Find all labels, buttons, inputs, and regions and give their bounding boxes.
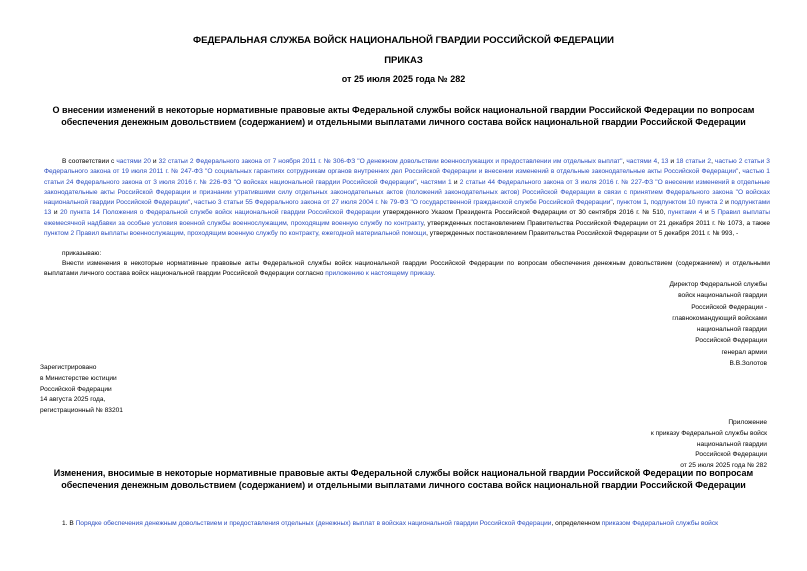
- law-link[interactable]: 13: [661, 158, 669, 165]
- appendix-line: Российской Федерации: [695, 451, 767, 459]
- appendix-block: [567, 418, 767, 472]
- signature-line: национальной гвардии: [696, 326, 767, 334]
- document-date-number: от 25 июля 2025 года № 282: [341, 74, 466, 84]
- law-link[interactable]: подпунктами 13: [44, 199, 770, 217]
- law-link[interactable]: 5 Правил выплаты ежемесячной надбавки за особые условия военной службы военнослужащим, проходящим военную службу по контракту: [44, 209, 770, 227]
- law-link[interactable]: частью 1 статьи 24 Федерального закона от 3 июля 2016 г. № 226-ФЗ "О войсках национальной гвардии Российской Федерации": [44, 168, 770, 186]
- appendix-line: к приказу Федеральной службы войск: [650, 429, 767, 437]
- signature-line: Российской Федерации: [695, 337, 767, 345]
- signature-block: [587, 279, 767, 369]
- preamble-text: , утвержденных постановлением Правительства Российской Федерации от 21 декабря 2011 г. № 1073, а также: [423, 219, 770, 227]
- signature-line: Директор Федеральной службы: [669, 281, 767, 288]
- law-link[interactable]: частью 3 статьи 55 Федерального закона от 27 июля 2004 г. № 79-ФЗ "О государственной гражданской службе Российской Федерации": [194, 199, 613, 207]
- signature-line: генерал армии: [721, 348, 767, 356]
- preamble-text: ,: [416, 178, 421, 186]
- preamble-text: ,: [190, 199, 195, 207]
- law-link[interactable]: пунктами 4: [667, 209, 703, 217]
- preamble-text: и: [668, 158, 677, 165]
- registration-line: Зарегистрировано: [40, 364, 97, 371]
- document-title: О внесении изменений в некоторые нормативные правовые акты Федеральной службы войск национальной гвардии Российской Федерации по вопросам обеспечения денежным довольствием (содержанием) и отдельными выплатами личного состава войск национальной гвардии Российской Федерации: [52, 105, 755, 127]
- registration-block: [40, 363, 240, 417]
- preamble-text: ,: [738, 168, 743, 176]
- preamble-text: ,: [612, 199, 617, 207]
- law-link[interactable]: частями 1: [420, 178, 452, 186]
- preamble-text: , утвержденных постановлением Правительства Российской Федерации от 5 декабря 2011 г. № 993, -: [426, 230, 739, 238]
- preamble-text: В соответствии с: [62, 158, 117, 165]
- law-link[interactable]: частями 4: [626, 158, 658, 165]
- preamble-paragraph: [44, 157, 770, 239]
- document-type: ПРИКАЗ: [384, 55, 423, 66]
- preamble-text: ,: [622, 158, 627, 165]
- appendix-line: от 25 июля 2025 года № 282: [680, 462, 767, 470]
- law-link[interactable]: пунктом 2 Правил выплаты военнослужащим, проходящим военную службу по контракту, ежегодной материальной помощи: [44, 230, 427, 238]
- registration-line: в Министерстве юстиции: [40, 374, 117, 382]
- order-link[interactable]: приказом Федеральной службы войск: [601, 520, 719, 527]
- preamble-text: и: [451, 178, 460, 186]
- law-link[interactable]: подпунктом 10 пункта 2: [650, 199, 724, 207]
- law-link[interactable]: 32 статьи 2 Федерального закона от 7 ноября 2011 г. № 306-ФЗ "О денежном довольствии военнослужащих и предоставлении им отдельных выплат": [158, 158, 623, 165]
- registration-line: 14 августа 2025 года,: [40, 396, 106, 404]
- preamble-text: утвержденного Указом Президента Российской Федерации от 30 сентября 2016 г. № 510,: [380, 209, 668, 217]
- preamble-text: и: [702, 209, 712, 217]
- appendix-link[interactable]: приложению к настоящему приказу: [325, 270, 434, 278]
- order-text: Внести изменения в некоторые нормативные правовые акты Федеральной службы войск национальной гвардии Российской Федерации по вопросам обеспечения денежным довольствием (содержанием) и отдельными выплатами личного состава войск национальной гвардии Российской Федерации согласно: [44, 260, 770, 278]
- law-link[interactable]: 18 статьи 2: [676, 158, 712, 165]
- preamble-text: и: [723, 199, 731, 207]
- order-paragraph: [44, 259, 770, 280]
- signature-line: главнокомандующий войсками: [672, 314, 767, 322]
- law-link[interactable]: 2 статьи 44 Федерального закона от 3 июля 2016 г. № 227-ФЗ "О внесении изменений в отдельные законодательные акты Российской Федерации и признании утратившими силу отдельных законодательных актов (положений законодательных актов) Российской Федерации в связи с принятием Федерального закона "О войсках национальной гвардии Российской Федерации": [44, 178, 770, 207]
- signature-line: Российской Федерации -: [691, 303, 767, 311]
- preamble-text: ,: [657, 158, 662, 165]
- item-text: , определенном: [551, 520, 602, 527]
- preamble-text: и: [51, 209, 61, 217]
- appendix-line: национальной гвардии: [696, 440, 767, 448]
- preamble-text: ,: [711, 158, 715, 165]
- law-link[interactable]: 20 пункта 14 Положения о Федеральной службе войск национальной гвардии Российской Федерации: [60, 209, 381, 217]
- annex-item-1: [62, 520, 782, 527]
- ordered-word: приказываю:: [62, 250, 102, 257]
- preamble-text: и: [150, 158, 159, 165]
- law-link[interactable]: частями 20: [116, 158, 151, 165]
- law-link[interactable]: частью 2 статьи 3 Федерального закона от 19 июля 2011 г. № 247-ФЗ "О социальных гарантиях сотрудникам органов внутренних дел Российской Федерации и внесении изменений в отдельные законодательные акты Российской Федерации": [44, 158, 770, 176]
- organization-heading: ФЕДЕРАЛЬНАЯ СЛУЖБА ВОЙСК НАЦИОНАЛЬНОЙ ГВАРДИИ РОССИЙСКОЙ ФЕДЕРАЦИИ: [193, 35, 614, 46]
- law-link[interactable]: пунктом 1: [616, 199, 647, 207]
- signatory-name: В.В.Золотов: [729, 360, 767, 368]
- annex-title: Изменения, вносимые в некоторые нормативные правовые акты Федеральной службы войск национальной гвардии Российской Федерации по вопросам обеспечения денежным довольствием (содержанием) и отдельными выплатами личного состава войск национальной гвардии Российской Федерации: [53, 468, 754, 490]
- signature-line: войск национальной гвардии: [678, 292, 767, 300]
- preamble-text: ,: [646, 199, 651, 207]
- item-text: 1. В: [62, 520, 76, 527]
- registration-line: регистрационный № 83201: [40, 407, 123, 415]
- appendix-line: Приложение: [728, 419, 767, 426]
- procedure-link[interactable]: Порядке обеспечения денежным довольствием и предоставления отдельных (денежных) выплат в войсках национальной гвардии Российской Федерации: [75, 520, 552, 527]
- registration-line: Российской Федерации: [40, 385, 112, 393]
- order-text-end: .: [433, 270, 436, 278]
